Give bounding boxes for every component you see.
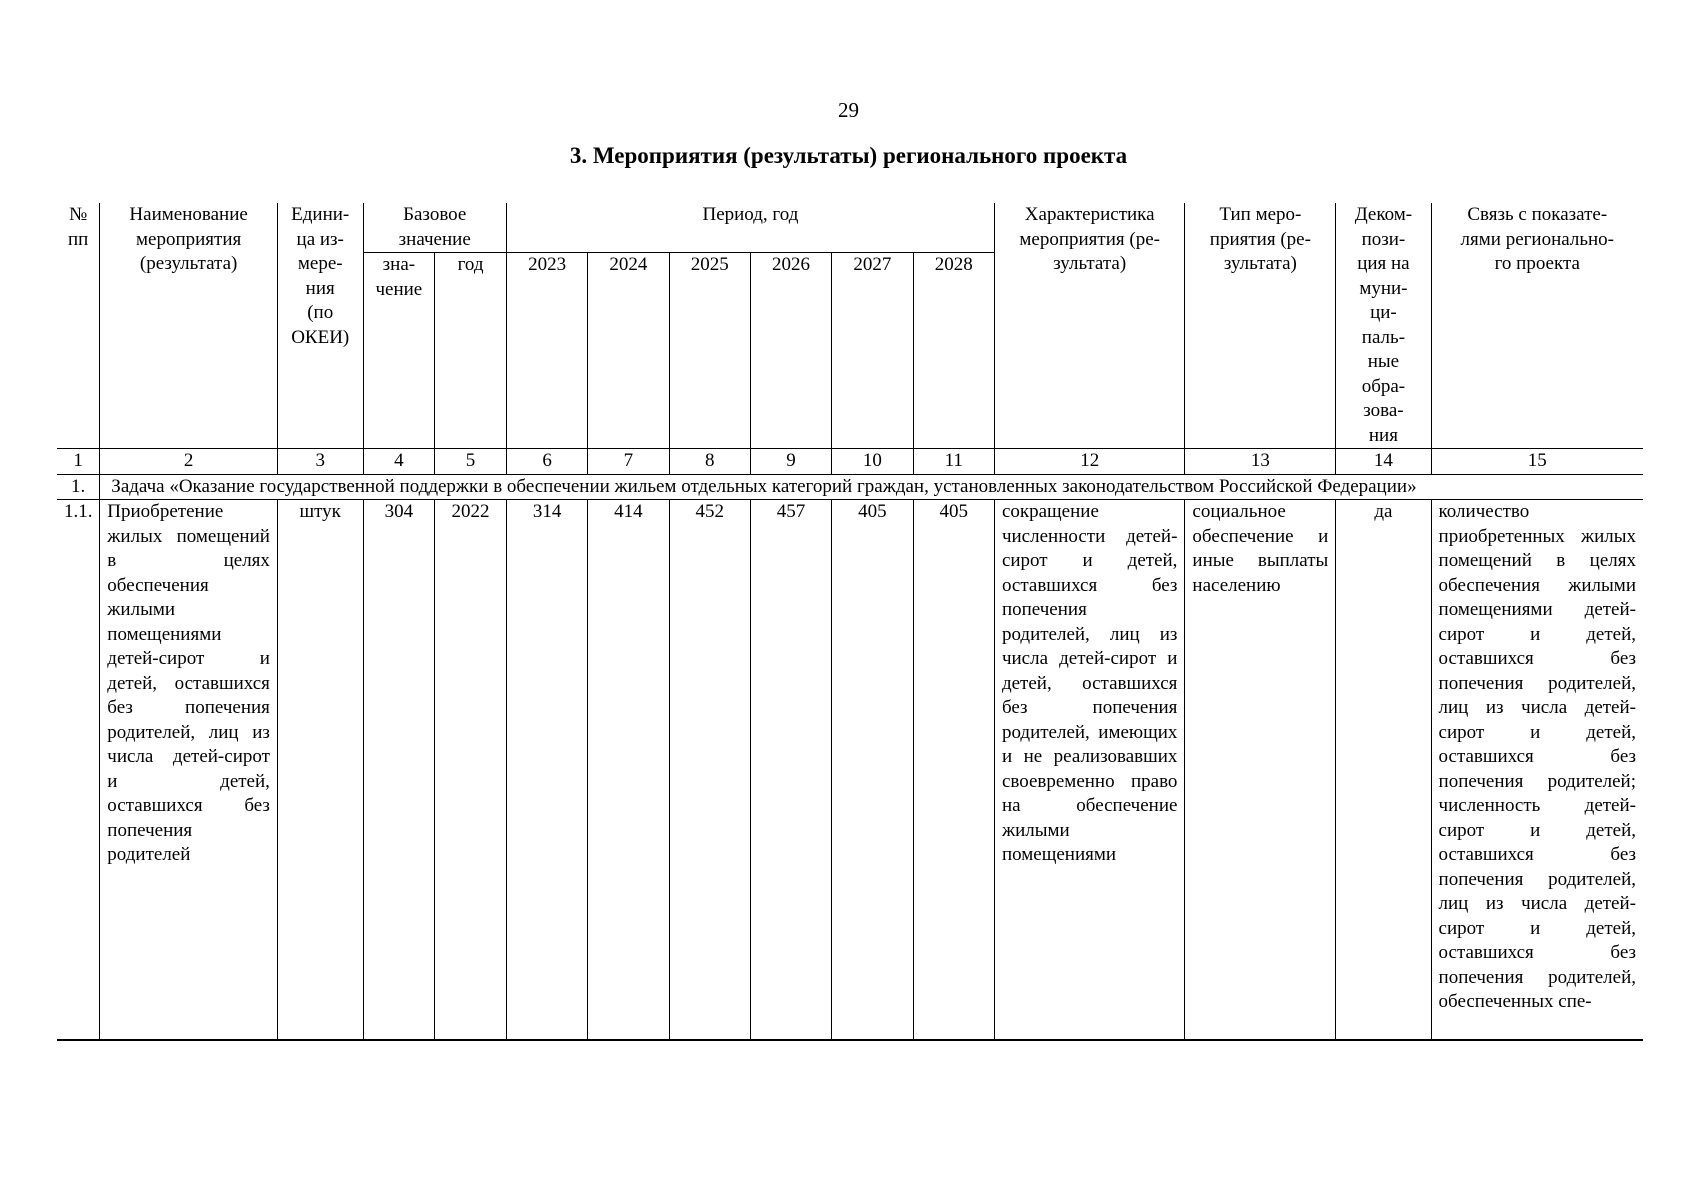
row-value-2023: 314 bbox=[506, 500, 587, 1040]
header-year-2025: 2025 bbox=[669, 253, 750, 449]
header-year-2028: 2028 bbox=[913, 253, 994, 449]
column-number: 7 bbox=[588, 449, 669, 475]
column-numbers-row bbox=[57, 449, 1643, 475]
header-year-2023: 2023 bbox=[506, 253, 587, 449]
row-type: социальное обеспечение и иные выплаты населению bbox=[1185, 500, 1336, 1040]
row-characteristic: сокращение численности детей-сирот и детей, оставшихся без попечения родителей, лиц из числа детей-сирот и детей, оставшихся без попечения родителей, имеющих и не реализовавших своевременно право на обеспечение жилыми помещениями bbox=[994, 500, 1184, 1040]
column-number: 11 bbox=[913, 449, 994, 475]
header-base-year: год bbox=[435, 253, 507, 449]
task-number: 1. bbox=[57, 474, 100, 500]
row-value-2024: 414 bbox=[588, 500, 669, 1040]
row-decomposition: да bbox=[1336, 500, 1431, 1040]
table-row bbox=[57, 500, 1643, 1040]
header-year-2026: 2026 bbox=[750, 253, 831, 449]
header-unit: Едини- ца из- мере- ния (по ОКЕИ) bbox=[277, 203, 363, 449]
column-number: 6 bbox=[506, 449, 587, 475]
column-number: 5 bbox=[435, 449, 507, 475]
row-value-2026: 457 bbox=[750, 500, 831, 1040]
row-link: количество приобретенных жилых помещений в целях обеспечения жилыми помещениями детей-сирот и детей, оставшихся без попечения родителей, лиц из числа детей-сирот и детей, оставшихся без попечения родителей; численность детей-сирот и детей, оставшихся без попечения родителей, лиц из числа детей-сирот и детей, оставшихся без попечения родителей, обеспеченных спе- bbox=[1431, 500, 1643, 1040]
row-name: Приобретение жилых помещений в целях обеспечения жилыми помещениями детей-сирот и детей, оставшихся без попечения родителей, лиц из числа детей-сирот и детей, оставшихся без попечения родителей bbox=[100, 500, 278, 1040]
row-value-2028: 405 bbox=[913, 500, 994, 1040]
row-value-2025: 452 bbox=[669, 500, 750, 1040]
activities-table bbox=[57, 203, 1643, 1041]
row-base-year: 2022 bbox=[435, 500, 507, 1040]
header-period: Период, год bbox=[506, 203, 994, 253]
header-year-2024: 2024 bbox=[588, 253, 669, 449]
column-number: 14 bbox=[1336, 449, 1431, 475]
column-number: 2 bbox=[100, 449, 278, 475]
column-number: 12 bbox=[994, 449, 1184, 475]
header-base: Базовое значение bbox=[363, 203, 506, 253]
task-row bbox=[57, 474, 1643, 500]
header-type: Тип меро- приятия (ре- зультата) bbox=[1185, 203, 1336, 449]
header-row bbox=[57, 203, 1643, 253]
column-number: 10 bbox=[832, 449, 913, 475]
header-characteristic: Характеристика мероприятия (ре- зультата) bbox=[994, 203, 1184, 449]
row-value-2027: 405 bbox=[832, 500, 913, 1040]
header-link: Связь с показате- лями регионально- го проекта bbox=[1431, 203, 1643, 449]
page-number: 29 bbox=[838, 98, 859, 122]
row-number: 1.1. bbox=[57, 500, 100, 1040]
row-unit: штук bbox=[277, 500, 363, 1040]
column-number: 9 bbox=[750, 449, 831, 475]
header-name: Наименование мероприятия (результата) bbox=[100, 203, 278, 449]
row-base-value: 304 bbox=[363, 500, 435, 1040]
header-num: № пп bbox=[57, 203, 100, 449]
column-number: 8 bbox=[669, 449, 750, 475]
column-number: 13 bbox=[1185, 449, 1336, 475]
column-number: 4 bbox=[363, 449, 435, 475]
header-base-value: зна- чение bbox=[363, 253, 435, 449]
header-decomposition: Деком- пози- ция на муни- ци- паль- ные обра- зова- ния bbox=[1336, 203, 1431, 449]
column-number: 1 bbox=[57, 449, 100, 475]
column-number: 15 bbox=[1431, 449, 1643, 475]
column-number: 3 bbox=[277, 449, 363, 475]
page-title: 3. Мероприятия (результаты) регионального проекта bbox=[569, 143, 1128, 168]
task-text: Задача «Оказание государственной поддержки в обеспечении жильем отдельных категорий граждан, установленных законодательством Российской Федерации» bbox=[100, 474, 1643, 500]
header-year-2027: 2027 bbox=[832, 253, 913, 449]
